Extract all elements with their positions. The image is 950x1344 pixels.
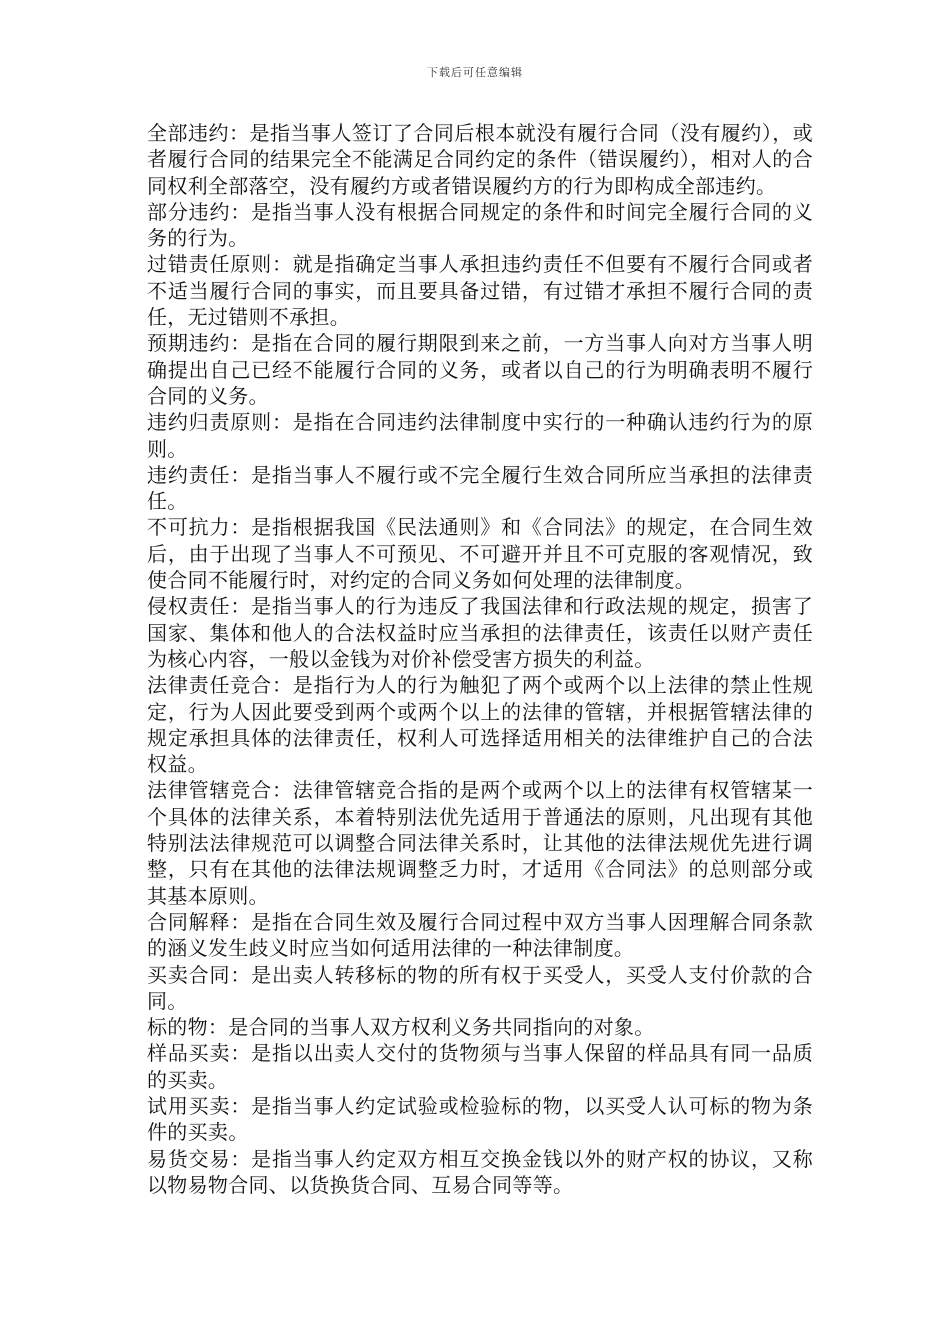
term-entry-trial-sale: 试用买卖：是指当事人约定试验或检验标的物，以买受人认可标的物为条件的买卖。 xyxy=(147,1093,813,1145)
term-entry-sample-sale: 样品买卖：是指以出卖人交付的货物须与当事人保留的样品具有同一品质的买卖。 xyxy=(147,1041,813,1092)
term-entry-subject-matter: 标的物：是合同的当事人双方权利义务共同指向的对象。 xyxy=(147,1015,655,1040)
document-body xyxy=(147,120,813,1198)
term-entry-force-majeure: 不可抗力：是指根据我国《民法通则》和《合同法》的规定，在合同生效后，由于出现了当事人不可预见、不可避开并且不可克服的客观情况，致使合同不能履行时，对约定的合同义务如何处理的法律制度。 xyxy=(147,515,813,593)
term-entry-anticipatory-breach: 预期违约：是指在合同的履行期限到来之前，一方当事人向对方当事人明确提出自己已经不能履行合同的义务，或者以自己的行为明确表明不履行合同的义务。 xyxy=(147,331,813,408)
term-entry-fault-liability: 过错责任原则：就是指确定当事人承担违约责任不但要有不履行合同或者不适当履行合同的事实，而且要具备过错，有过错才承担不履行合同的责任，无过错则不承担。 xyxy=(147,252,813,330)
term-entry-liability-concurrence: 法律责任竞合：是指行为人的行为触犯了两个或两个以上法律的禁止性规定，行为人因此要受到两个或两个以上的法律的管辖，并根据管辖法律的规定承担具体的法律责任，权利人可选择适用相关的法律维护自己的合法权益。 xyxy=(147,673,813,777)
term-entry-breach-imputation: 违约归责原则：是指在合同违约法律制度中实行的一种确认违约行为的原则。 xyxy=(147,410,813,461)
term-entry-tort-liability: 侵权责任：是指当事人的行为违反了我国法律和行政法规的规定，损害了国家、集体和他人的合法权益时应当承担的法律责任，该责任以财产责任为核心内容，一般以金钱为对价补偿受害方损失的利益。 xyxy=(147,594,813,671)
page-header: 下载后可任意编辑 xyxy=(427,66,523,79)
term-entry-sales-contract: 买卖合同：是出卖人转移标的物的所有权于买受人，买受人支付价款的合同。 xyxy=(147,962,813,1013)
term-entry-barter: 易货交易：是指当事人约定双方相互交换金钱以外的财产权的协议，又称以物易物合同、以货换货合同、互易合同等等。 xyxy=(147,1146,813,1197)
term-entry-breach-liability: 违约责任：是指当事人不履行或不完全履行生效合同所应当承担的法律责任。 xyxy=(147,462,813,514)
term-entry-contract-interpretation: 合同解释：是指在合同生效及履行合同过程中双方当事人因理解合同条款的涵义发生歧义时应当如何适用法律的一种法律制度。 xyxy=(147,909,813,961)
term-entry-total-breach: 全部违约：是指当事人签订了合同后根本就没有履行合同（没有履约），或者履行合同的结果完全不能满足合同约定的条件（错误履约），相对人的合同权利全部落空，没有履约方或者错误履约方的行为即构成全部违约。 xyxy=(147,121,813,198)
term-entry-jurisdiction-concurrence: 法律管辖竞合：法律管辖竞合指的是两个或两个以上的法律有权管辖某一个具体的法律关系，本着特别法优先适用于普通法的原则，凡出现有其他特别法法律规范可以调整合同法律关系时，让其他的法律法规优先进行调整，只有在其他的法律法规调整乏力时，才适用《合同法》的总则部分或其基本原则。 xyxy=(147,778,813,908)
term-entry-partial-breach: 部分违约：是指当事人没有根据合同规定的条件和时间完全履行合同的义务的行为。 xyxy=(147,199,813,251)
